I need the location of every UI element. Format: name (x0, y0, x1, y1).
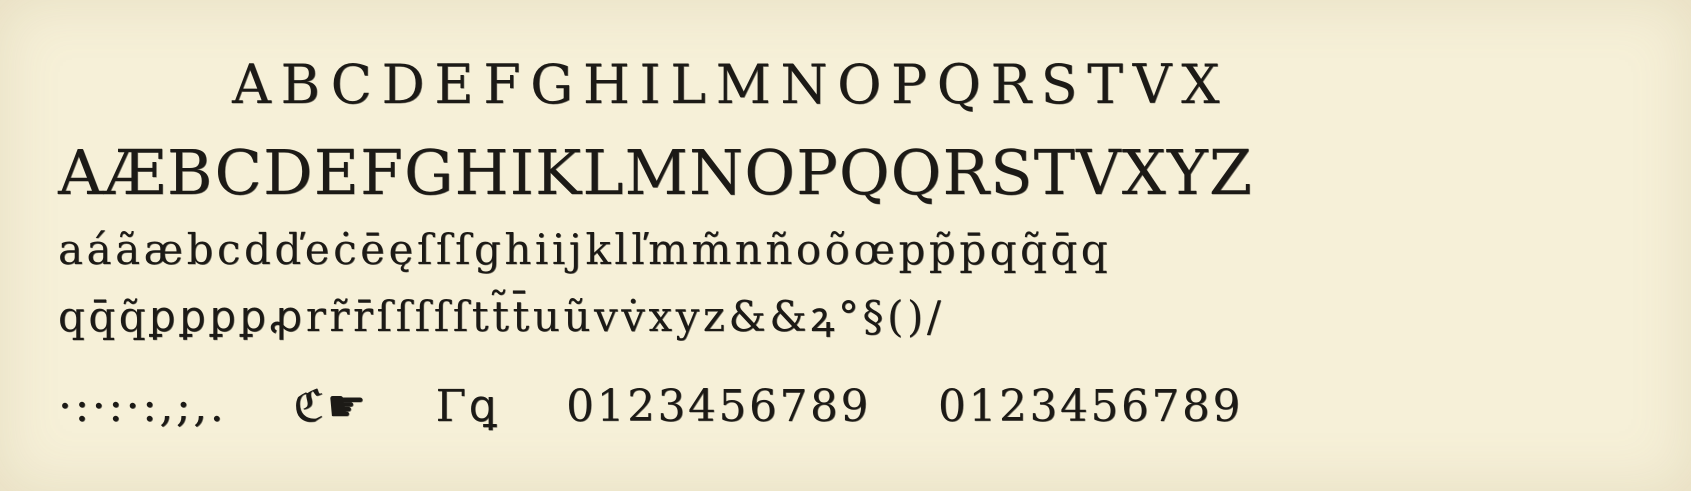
lining-numerals-text: 0123456789 (938, 381, 1243, 432)
roman-capitals-row (232, 53, 1230, 116)
ornament-marks-text: ℭ☛ (293, 381, 369, 432)
punctuation-text: ·:·:·:,;,. (58, 381, 227, 432)
full-capitals-row (58, 136, 1253, 209)
oldstyle-numerals-text: 0123456789 (566, 381, 872, 432)
full-capitals-text: AÆBCDEFGHIKLMNOPQQRSTVXYZ (58, 136, 1253, 209)
roman-capitals-text: ABCDEFGHILMNOPQRSTVX (232, 53, 1230, 116)
lowercase-text-1: aáãæbcdďeċēęſſſghiijklľmm̃nñoõœpp̃p̄qq̃q̄q (58, 225, 1112, 274)
punctuation-numerals-row (58, 381, 1243, 432)
lowercase-text-2: qq̄q̃ꝑꝑꝑꝑꝓrr̃r̄ſſſſſtt̃t̄uũvv̇xyz&&ꝝ°§()/ (58, 292, 945, 341)
lowercase-row-2 (58, 292, 945, 341)
abbreviation-marks-text: Γꝗ (435, 381, 500, 432)
lowercase-row-1 (58, 225, 1112, 274)
